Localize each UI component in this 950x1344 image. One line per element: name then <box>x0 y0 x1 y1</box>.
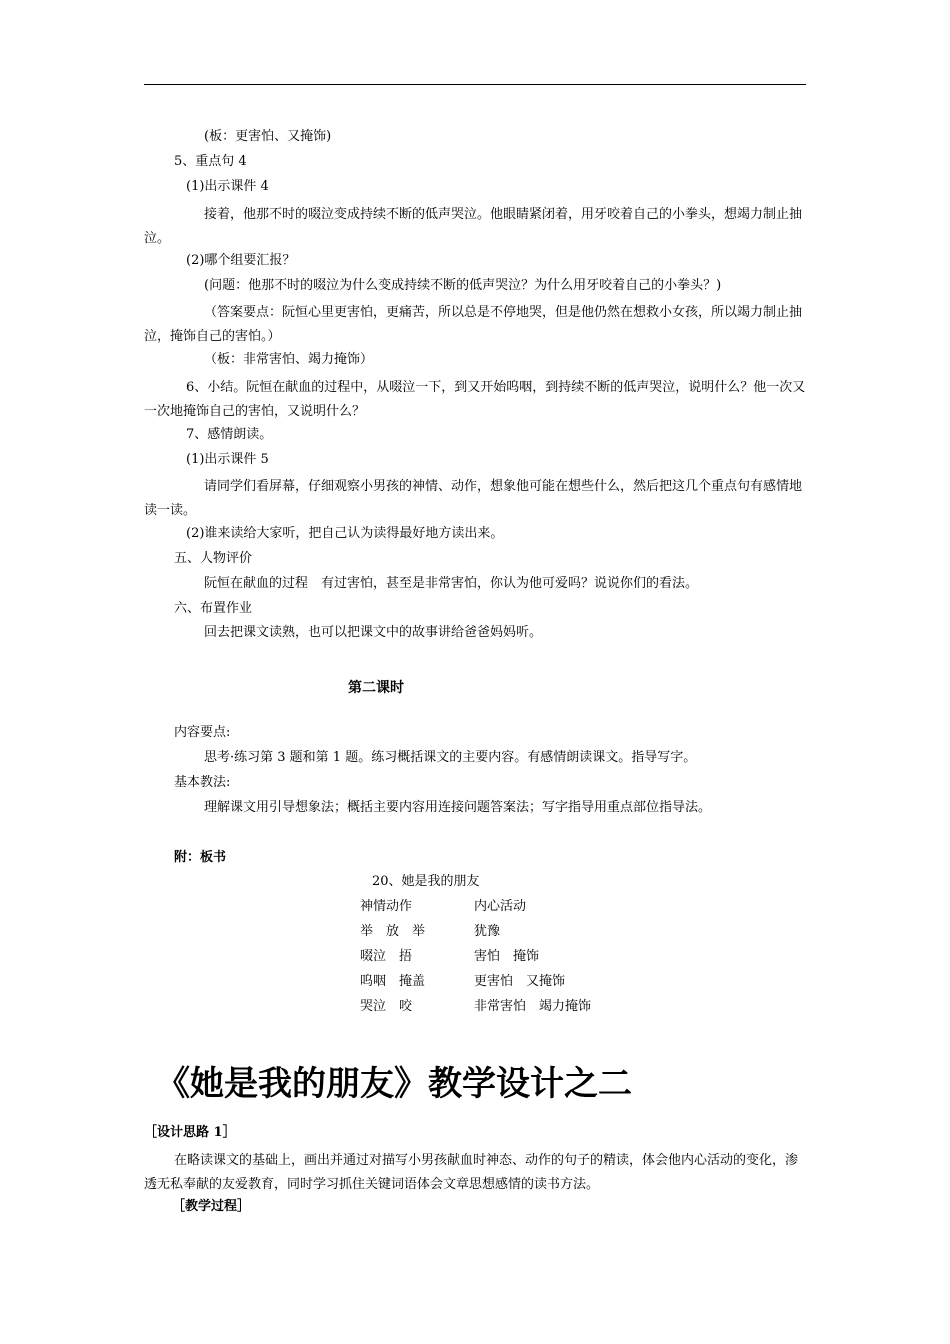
board-row-left: 神情动作 <box>360 899 413 914</box>
method-text: 理解课文用引导想象法；概括主要内容用连接问题答案法；写字指导用重点部位指导法。 <box>204 800 712 815</box>
step-show-courseware-4: (1)出示课件 4 <box>186 179 269 194</box>
board-row-left: 举 放 举 <box>360 924 426 939</box>
step-show-courseware-5: (1)出示课件 5 <box>186 452 269 467</box>
board-row-left: 啜泣 捂 <box>360 949 413 964</box>
content-label: 内容要点: <box>174 725 231 740</box>
summary-text: 6、小结。阮恒在献血的过程中，从啜泣一下，到又开始呜咽，到持续不断的低声哭泣，说明什么？他一次又一次地掩饰自己的害怕，又说明什么？ <box>144 380 806 419</box>
lesson2-title: 第二课时 <box>348 680 404 696</box>
content-text: 思考·练习第 3 题和第 1 题。练习概括课文的主要内容。有感情朗读课文。指导写字。 <box>204 750 697 765</box>
question-text: (问题：他那不时的啜泣为什么变成持续不断的低声哭泣？为什么用牙咬着自己的小拳头？) <box>204 278 722 293</box>
board-row-left: 呜咽 掩盖 <box>360 974 426 989</box>
method-label: 基本教法: <box>174 775 231 790</box>
section-homework: 六、布置作业 <box>174 601 253 616</box>
observe-instruction: 请同学们看屏幕，仔细观察小男孩的神情、动作，想象他可能在想些什么，然后把这几个重点句有感情地读一读。 <box>144 479 803 518</box>
board-row-right: 害怕 掩饰 <box>474 949 540 964</box>
section-character-evaluation: 五、人物评价 <box>174 551 253 566</box>
board-row-right: 更害怕 又掩饰 <box>474 974 566 989</box>
emotional-reading-heading: 7、感情朗读。 <box>186 427 273 442</box>
key-sentence-4-heading: 5、重点句 4 <box>174 154 247 169</box>
board-note-1: (板：更害怕、又掩饰) <box>204 129 332 144</box>
board-label: 附：板书 <box>174 850 227 865</box>
board-note-2: （板：非常害怕、竭力掩饰） <box>204 352 374 367</box>
homework-text: 回去把课文读熟，也可以把课文中的故事讲给爸爸妈妈听。 <box>204 625 543 640</box>
key-sentence-4-text: 接着，他那不时的啜泣变成持续不断的低声哭泣。他眼睛紧闭着，用牙咬着自己的小拳头，想竭力制止抽泣。 <box>144 207 803 246</box>
header-rule <box>144 84 806 85</box>
step-group-report: (2)哪个组要汇报？ <box>186 253 296 268</box>
design2-title: 《她是我的朋友》教学设计之二 <box>156 1064 632 1104</box>
character-evaluation-text: 阮恒在献血的过程 有过害怕，甚至是非常害怕，你认为他可爱吗？说说你们的看法。 <box>204 576 699 591</box>
board-row-right: 非常害怕 竭力掩饰 <box>474 999 592 1014</box>
answer-points: （答案要点：阮恒心里更害怕，更痛苦，所以总是不停地哭，但是他仍然在想救小女孩，所以竭力制止抽泣，掩饰自己的害怕。） <box>144 305 803 344</box>
design-idea-text: 在略读课文的基础上，画出并通过对描写小男孩献血时神态、动作的句子的精读，体会他内心活动的变化，渗透无私奉献的友爱教育，同时学习抓住关键词语体会文章思想感情的读书方法。 <box>144 1153 799 1192</box>
design-idea-label: ［设计思路 1］ <box>144 1125 236 1140</box>
board-row-right: 内心活动 <box>474 899 527 914</box>
board-row-left: 哭泣 咬 <box>360 999 413 1014</box>
step-read-aloud: (2)谁来读给大家听，把自己认为读得最好地方读出来。 <box>186 526 504 541</box>
teaching-process-label: ［教学过程］ <box>172 1199 251 1214</box>
board-title: 20、她是我的朋友 <box>372 874 480 889</box>
board-row-right: 犹豫 <box>474 924 501 939</box>
